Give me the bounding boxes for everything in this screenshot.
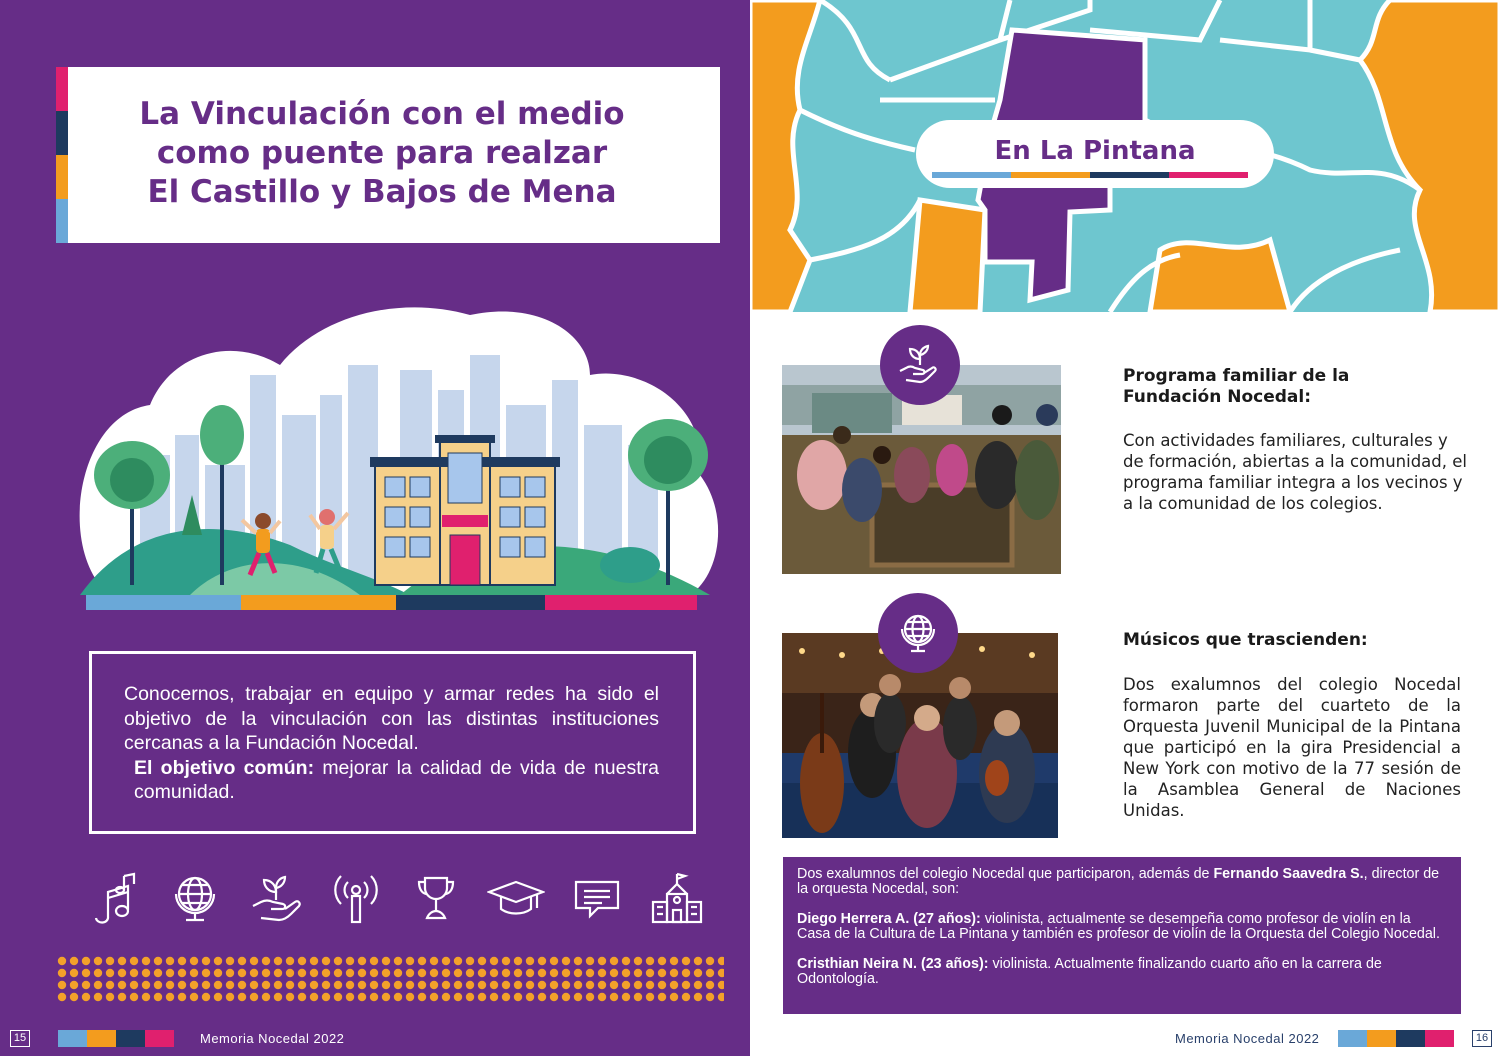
location-title: En La Pintana: [994, 136, 1196, 166]
musicians-note-box: [783, 857, 1461, 1014]
hand-plant-icon: [247, 870, 305, 928]
title-card: [56, 67, 720, 243]
section1-title: Programa familiar de la Fundación Nocedal:: [1123, 366, 1350, 407]
note-intro-text: Dos exalumnos del colegio Nocedal que participaron, además de: [797, 866, 1214, 882]
info-common-goal: [124, 756, 659, 805]
note-person2-text: violinista. Actualmente finalizando cuarto año en la carrera de Odontología.: [797, 956, 1382, 987]
district-map: [750, 0, 1500, 312]
hand-plant-icon: [880, 325, 960, 405]
section2-title: Músicos que trascienden:: [1123, 630, 1368, 650]
note-person1-name: Diego Herrera A. (27 años):: [797, 911, 981, 927]
footer-color-bars-left: [58, 1030, 174, 1047]
music-notes-icon: [86, 870, 144, 928]
chat-bubble-icon: [568, 870, 626, 928]
section2-body: Dos exalumnos del colegio Nocedal formaron parte del cuarteto de la Orquesta Juvenil Municipal de la Pintana que participó en la gira Presidencial a New York con motivo de la 77 sesión de la Asamblea General de Naciones Unidas.: [1123, 675, 1461, 820]
page-number-left: 15: [10, 1030, 30, 1047]
footer-color-bars-right: [1338, 1030, 1454, 1047]
page-title: La Vinculación con el medio como puente para realzar El Castillo y Bajos de Mena: [139, 96, 625, 210]
trophy-icon: [407, 870, 465, 928]
note-person1-text: violinista, actualmente se desempeña como profesor de violín en la Casa de la Cultura de La Pintana y también es profesor de violín de la Orquesta del Colegio Nocedal.: [797, 911, 1440, 942]
note-intro-end: , director de la orquesta Nocedal, son:: [797, 866, 1440, 897]
city-school-illustration: [70, 295, 730, 615]
antenna-icon: [327, 870, 385, 928]
graduation-cap-icon: [487, 870, 545, 928]
info-box: [89, 651, 696, 834]
globe-icon: [166, 870, 224, 928]
globe-icon: [878, 593, 958, 673]
footer-label-right: Memoria Nocedal 2022: [1175, 1031, 1320, 1046]
section1-body: Con actividades familiares, culturales y de formación, abiertas a la comunidad, el programa familiar integra a los vecinos y a la comunidad de los colegios.: [1123, 431, 1467, 513]
page-number-right: 16: [1472, 1030, 1492, 1047]
note-person1: [797, 912, 1447, 942]
info-common-label: El objetivo común:: [134, 756, 315, 779]
icon-row: [86, 868, 706, 930]
location-label-pill: [916, 120, 1274, 188]
dot-pattern: [56, 955, 724, 1003]
note-person2: [797, 957, 1447, 987]
note-director-name: Fernando Saavedra S.: [1213, 866, 1364, 882]
right-page: [750, 0, 1500, 1056]
info-common-text: mejorar la calidad de vida de nuestra comunidad.: [134, 756, 660, 803]
school-building-icon: [648, 870, 706, 928]
location-color-bar: [932, 172, 1248, 178]
title-color-stripes: [56, 67, 68, 243]
info-paragraph: Conocernos, trabajar en equipo y armar redes ha sido el objetivo de la vinculación con las distintas instituciones cercanas a la Fundación Nocedal.: [124, 683, 659, 754]
note-person2-name: Cristhian Neira N. (23 años):: [797, 956, 989, 972]
footer-label-left: Memoria Nocedal 2022: [200, 1031, 345, 1046]
note-intro: [797, 867, 1447, 897]
